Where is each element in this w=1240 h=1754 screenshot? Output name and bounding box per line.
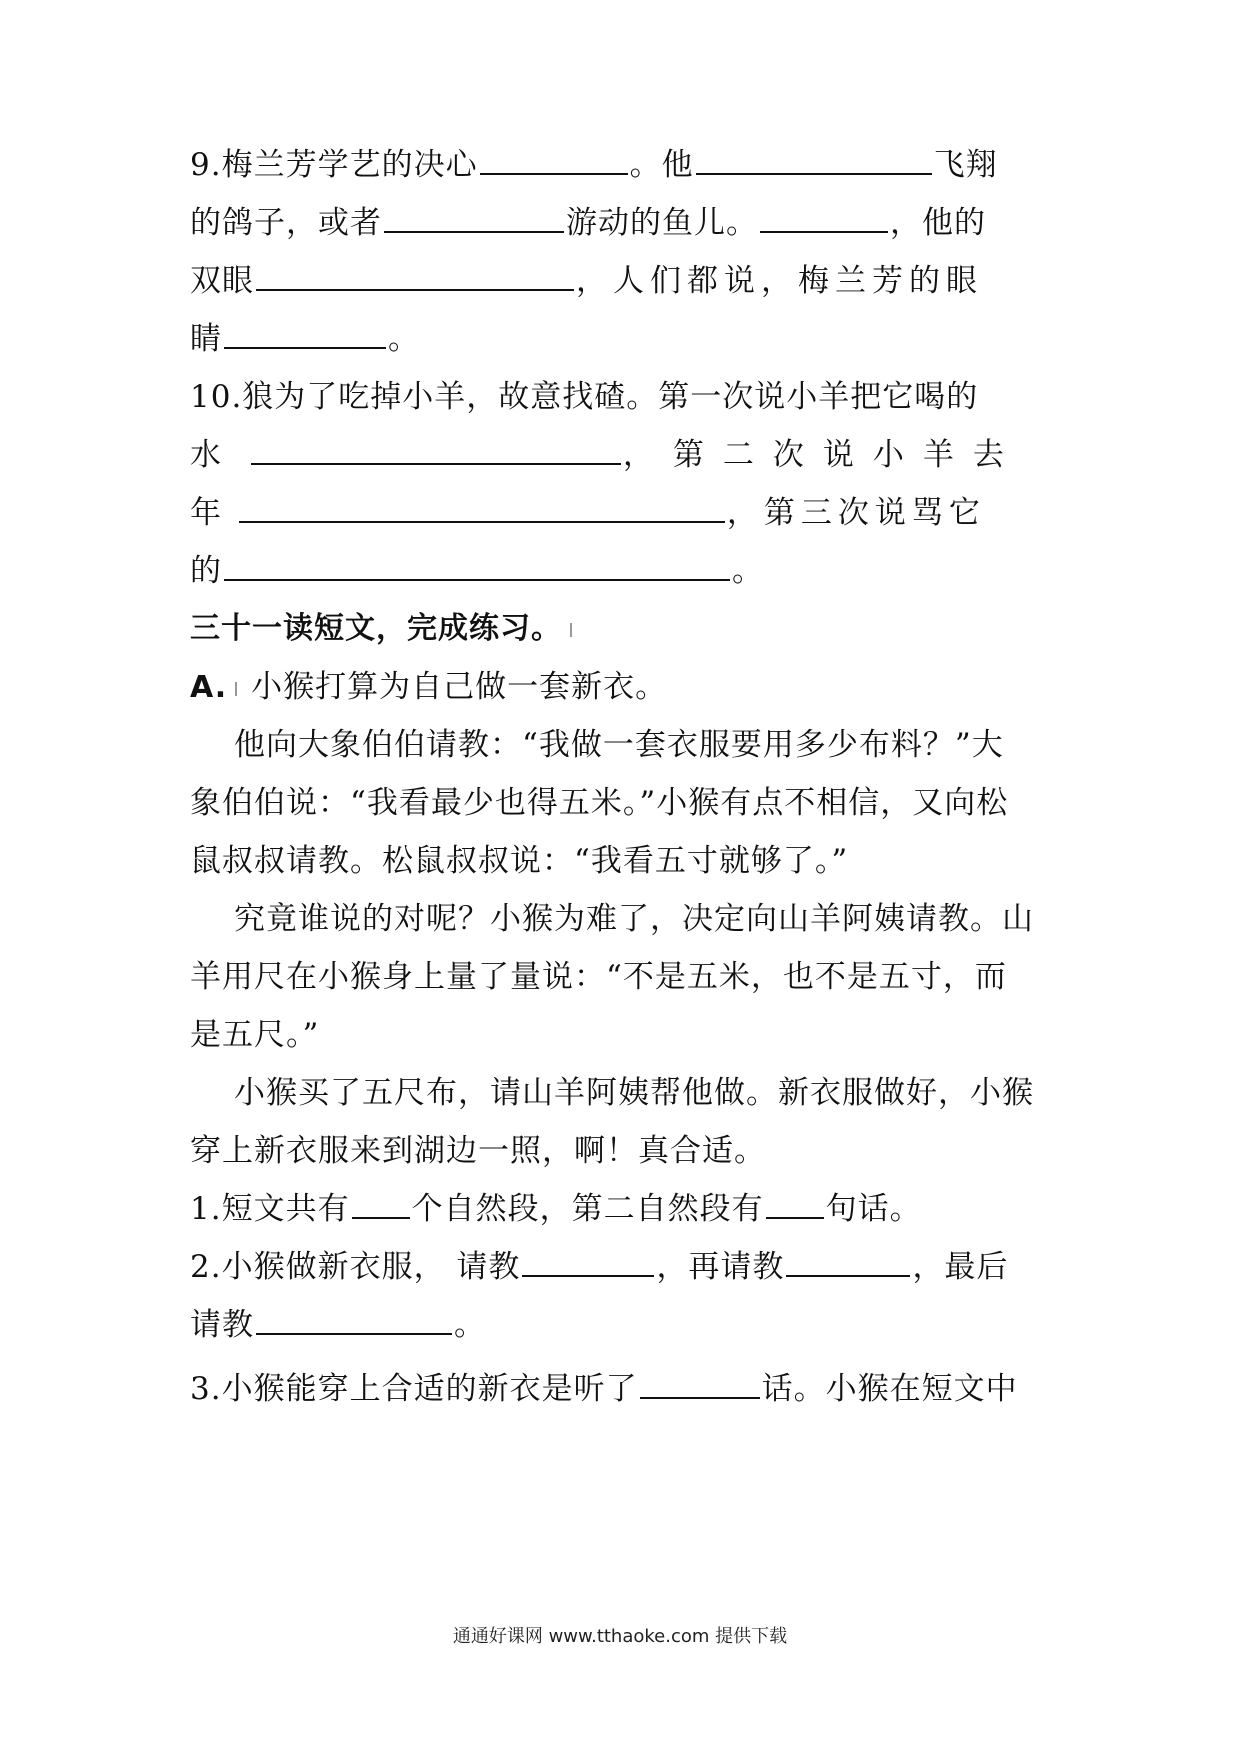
passage-p2-line-1: 究竟谁说的对呢？小猴为难了，决定向山羊阿姨请教。山: [234, 901, 1034, 937]
passage-p1-line-2: 象伯伯说：“我看最少也得五米。”小猴有点不相信，又向松: [190, 785, 1009, 821]
q9-text: 。他: [629, 147, 694, 183]
passage-p3-line-2: 穿上新衣服来到湖边一照，啊！真合适。: [190, 1133, 766, 1169]
exercise-text: 。: [454, 1307, 486, 1343]
exercise-text: 句话。: [825, 1191, 922, 1227]
answer-blank[interactable]: [760, 201, 888, 233]
exercise-text: ，最后: [912, 1249, 1009, 1285]
answer-blank[interactable]: [256, 1303, 452, 1335]
q10-text: 。: [732, 553, 764, 589]
q10-text: 年: [190, 495, 222, 531]
q9-text: ，他的: [890, 205, 986, 241]
q10-line-1: 10.狼为了吃掉小羊，故意找碴。第一次说小羊把它喝的: [190, 379, 979, 415]
answer-blank[interactable]: [224, 549, 730, 581]
answer-blank[interactable]: [224, 317, 386, 349]
exercise-text: 个自然段，第二自然段有: [411, 1191, 764, 1227]
q9-line-4: [190, 306, 1056, 372]
exercise-text: 1.短文共有: [190, 1191, 350, 1227]
exercise-3: [190, 1356, 1056, 1422]
q9-line-1: [190, 132, 1056, 198]
q10-text: ，第三次说骂它: [726, 495, 986, 531]
exercise-1: [190, 1176, 1056, 1242]
passage-p2-line-3: 是五尺。”: [190, 1017, 320, 1053]
passage-a-line: [190, 654, 1056, 720]
exercise-text: 3.小猴能穿上合适的新衣是听了: [190, 1371, 638, 1407]
answer-blank[interactable]: [640, 1367, 760, 1399]
q9-text: 游动的鱼儿。: [566, 205, 758, 241]
answer-blank[interactable]: [352, 1187, 410, 1219]
passage-p3-line-1: 小猴买了五尺布，请山羊阿姨帮他做。新衣服做好，小猴: [234, 1075, 1034, 1111]
section-title: 三十一读短文，完成练习。: [190, 611, 562, 646]
answer-blank[interactable]: [480, 143, 628, 175]
section-heading: [190, 596, 1056, 662]
q9-text: 飞翔: [933, 147, 998, 183]
q9-text: 的鸽子，或者: [190, 205, 382, 241]
answer-blank[interactable]: [256, 259, 574, 291]
cursor-mark: [570, 623, 572, 637]
q10-text: ，第二次说小羊去: [622, 437, 1023, 473]
q9-text: 。: [388, 321, 420, 357]
passage-p1-line-3: 鼠叔叔请教。松鼠叔叔说：“我看五寸就够了。”: [190, 843, 849, 879]
exercise-2-cont: [190, 1292, 1056, 1358]
answer-blank[interactable]: [766, 1187, 824, 1219]
exercise-text: 请教: [190, 1307, 254, 1343]
q9-text: 双眼: [190, 263, 254, 299]
cursor-mark: [235, 682, 237, 696]
q9-line-2: [190, 190, 1056, 256]
q10-text: 的: [190, 553, 222, 589]
q10-line-4: [190, 538, 1056, 604]
q10-line-3: [190, 480, 1056, 546]
exercise-2: [190, 1234, 1056, 1300]
page-footer: 通通好课网 www.tthaoke.com 提供下载: [452, 1626, 788, 1647]
answer-blank[interactable]: [384, 201, 564, 233]
passage-text: 小猴打算为自己做一套新衣。: [251, 669, 668, 705]
answer-blank[interactable]: [522, 1245, 654, 1277]
answer-blank[interactable]: [239, 491, 725, 523]
exercise-text: ，再请教: [656, 1249, 785, 1285]
exercise-text: 2.小猴做新衣服， 请教: [190, 1249, 521, 1285]
q10-line-2: [190, 422, 1056, 488]
answer-blank[interactable]: [786, 1245, 910, 1277]
passage-p1-line-1: 他向大象伯伯请教：“我做一套衣服要用多少布料？”大: [234, 727, 1004, 763]
q9-line-3: [190, 248, 1056, 314]
q9-text: 睛: [190, 321, 222, 357]
q10-text: 水: [190, 437, 222, 473]
answer-blank[interactable]: [696, 143, 932, 175]
passage-label: A.: [190, 670, 228, 705]
answer-blank[interactable]: [251, 433, 621, 465]
q9-text: 9.梅兰芳学艺的决心: [190, 147, 478, 183]
exercise-text: 话。小猴在短文中: [761, 1371, 1018, 1407]
passage-p2-line-2: 羊用尺在小猴身上量了量说：“不是五米，也不是五寸，而: [190, 959, 1007, 995]
q9-text: ，人们都说，梅兰芳的眼: [576, 263, 983, 299]
